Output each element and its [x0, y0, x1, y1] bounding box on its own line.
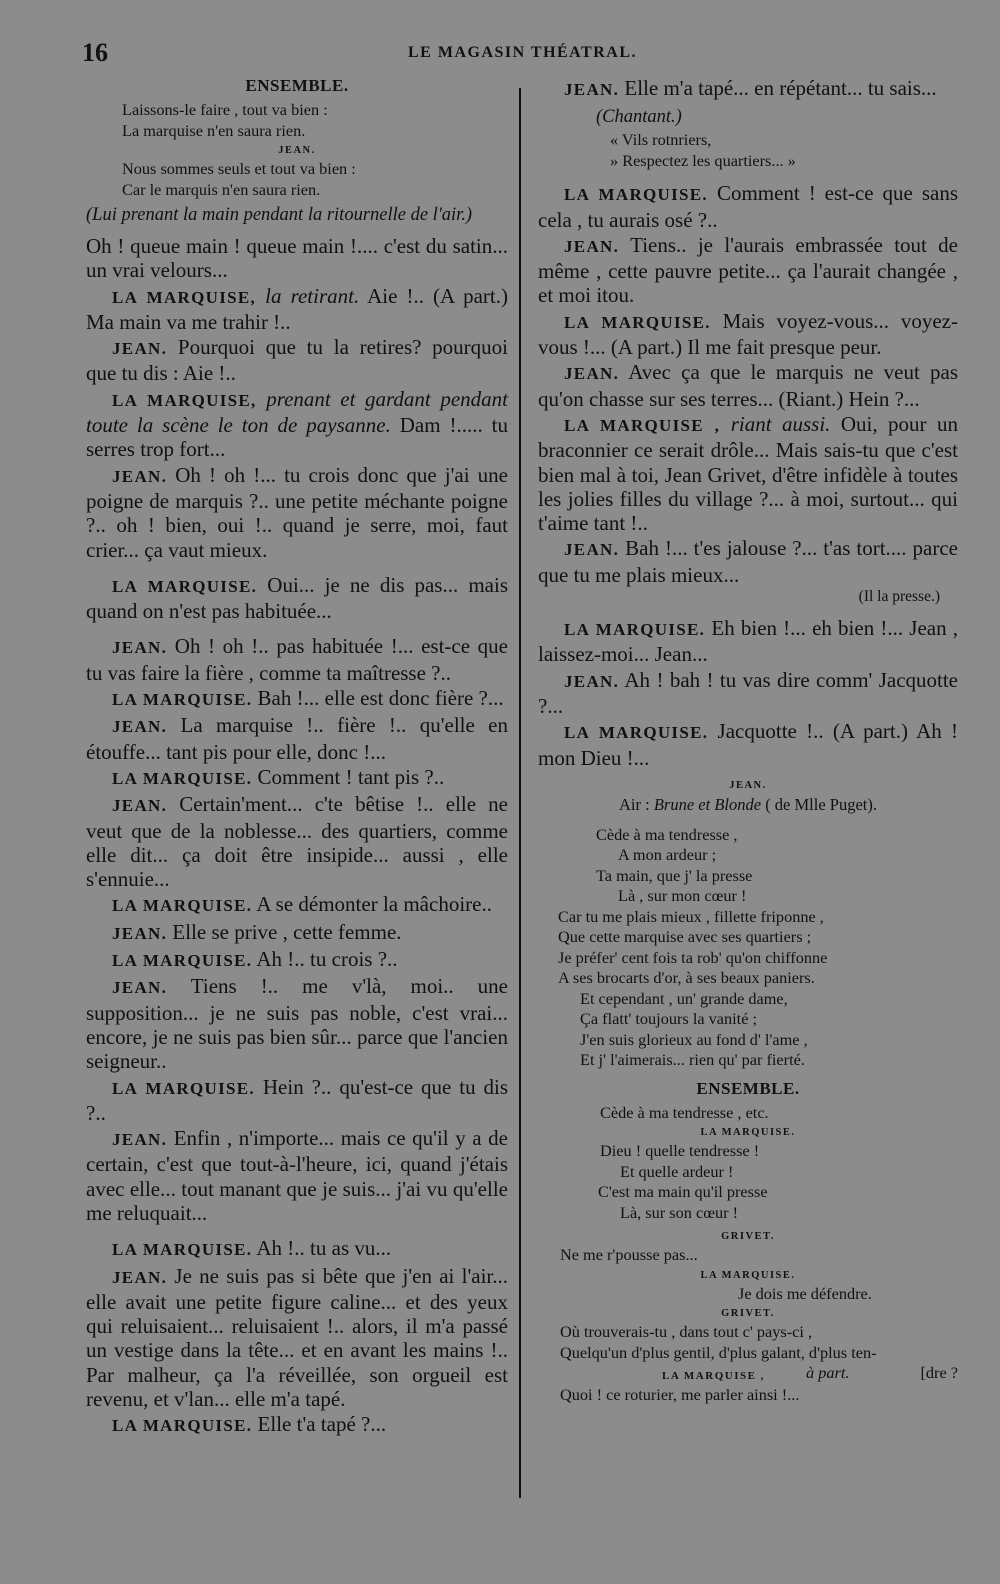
speech-text: Elle se prive , cette femme.: [172, 919, 402, 944]
speech-text: Tiens.. je l'aurais embrassée tout de même , cette pauvre petite... ça l'aurait changée , et moi itou.: [538, 232, 959, 308]
dialogue-line: [86, 634, 508, 685]
verse-line: Je dois me défendre.: [738, 1283, 872, 1303]
speaker-name: JEAN.: [112, 923, 168, 943]
speech-text: Mais voyez-vous... voyez-vous !... (A part.) Il me fait presque peur.: [538, 308, 958, 360]
air-line: [538, 795, 958, 815]
speech-text: Avec ça que le marquis ne veut pas qu'on chasse sur ses terres... (Riant.) Hein ?...: [538, 360, 958, 411]
speech-text: Bah !... elle est donc fière ?...: [257, 686, 504, 711]
speech-text: Jacquotte !.. (A part.) Ah ! mon Dieu !...: [538, 719, 958, 770]
jean-heading: JEAN.: [729, 779, 767, 791]
dialogue-line: [538, 76, 958, 102]
speech-text: Tiens !.. me v'là, moi.. une supposition... je ne suis pas noble, c'est vrai... encore, je ne suis pas bien sûr... parce que l'ancien seigneur..: [86, 974, 508, 1074]
stage-direction: (Lui prenant la main pendant la ritournelle de l'air.): [86, 205, 473, 225]
speaker-name: LA MARQUISE.: [112, 1416, 253, 1436]
verse-line: Quelqu'un d'plus gentil, d'plus galant, d'plus ten-: [560, 1342, 877, 1362]
dialogue-line: [86, 284, 508, 335]
stage-direction: la retirant.: [265, 283, 360, 308]
speech-text: Eh bien !... eh bien !... Jean , laissez-moi... Jean...: [538, 616, 959, 667]
speech-text: Je ne suis pas si bête que j'en ai l'air... elle avait une petite figure caline... et des yeux qui reluisaient... reluisaient !.. alors, il m'a passé un vestige dans la tête... et en avant les mains !.. Par malheur, ça l'a réveillée, son orgueil est revenu, et v'lan... elle m'a tapé.: [86, 1263, 508, 1412]
verse-line: Cède à ma tendresse , etc.: [600, 1102, 769, 1122]
speaker-name: LA MARQUISE.: [112, 951, 253, 971]
speech-text: Aie !.. (A part.) Ma main va me trahir !..: [86, 283, 509, 334]
song-verse: [538, 1141, 958, 1223]
dialogue-line: [538, 233, 958, 308]
stage-direction: prenant et gardant pendant toute la scène le ton de paysanne.: [86, 386, 508, 438]
air-suffix: ( de Mlle Puget).: [765, 794, 877, 814]
verse-line: Cède à ma tendresse ,: [596, 824, 738, 844]
dialogue-line: [86, 1264, 508, 1412]
verse-line: J'en suis glorieux au fond d' l'ame ,: [580, 1029, 808, 1049]
verse-line: Là, sur son cœur !: [620, 1202, 739, 1222]
verse-line: Où trouverais-tu , dans tout c' pays-ci ,: [560, 1322, 813, 1342]
speaker-name: LA MARQUISE.: [112, 896, 253, 916]
verse-line: Ne me r'pousse pas...: [560, 1245, 698, 1265]
verse-line: A ses brocarts d'or, à ses beaux paniers.: [558, 968, 815, 988]
verse-line: Et quelle ardeur !: [620, 1161, 734, 1181]
dialogue-line: [538, 309, 958, 360]
speaker-name: LA MARQUISE ,: [662, 1370, 765, 1383]
speech-text: Oui, pour un braconnier ce serait drôle... Mais sais-tu que c'est bien mal à toi, Jean Grivet, d'être infidèle à toutes les jolies filles du village ?... à moi, surtout... qui t'aime tant !..: [538, 411, 958, 536]
jean-heading: JEAN.: [278, 145, 316, 156]
verse-line: Je préfer' cent fois ta rob' qu'on chiffonne: [558, 947, 828, 967]
speech-text: A se démonter la mâchoire..: [256, 892, 492, 917]
ensemble-heading: ENSEMBLE.: [245, 76, 349, 95]
aside-line: [538, 1363, 958, 1383]
stage-direction: (Chantant.): [596, 107, 682, 128]
dialogue-line: [538, 536, 958, 587]
speech-text: Pourquoi que tu la retires? pourquoi que tu dis : Aie !..: [86, 335, 508, 386]
speech-text: Comment ! est-ce que sans cela , tu aurais osé ?..: [538, 181, 958, 232]
speech-text: Comment ! tant pis ?..: [257, 764, 445, 789]
speaker-name: JEAN.: [112, 1267, 168, 1287]
dialogue-line: [86, 920, 508, 946]
speech-text: Oh ! oh !.. pas habituée !... est-ce que tu vas faire la fière , comme ta maîtresse ?..: [86, 634, 509, 685]
speaker-name: JEAN.: [564, 671, 620, 691]
speech-text: Hein ?.. qu'est-ce que tu dis ?..: [86, 1074, 508, 1125]
dialogue-line: [86, 234, 508, 283]
verse-line: A mon ardeur ;: [618, 845, 717, 865]
jean-verse: [122, 159, 508, 200]
ensemble-heading: ENSEMBLE.: [696, 1078, 800, 1098]
page-number: 16: [82, 38, 108, 67]
speaker-name: JEAN.: [112, 466, 168, 486]
speaker-name: LA MARQUISE.: [564, 312, 711, 332]
dialogue-line: [86, 765, 508, 791]
speech-text: Oui... je ne dis pas... mais quand on n'est pas habituée...: [86, 572, 508, 624]
speaker-name: LA MARQUISE,: [112, 390, 257, 410]
dialogue-line: [538, 360, 958, 411]
dialogue-line: [538, 412, 958, 535]
speaker-name: JEAN.: [564, 540, 620, 560]
dialogue-line: [86, 1075, 508, 1126]
dialogue-line: [86, 974, 508, 1073]
air-title: Brune et Blonde: [653, 794, 762, 814]
dialogue-line: [538, 181, 958, 232]
stage-direction: riant aussi.: [730, 411, 831, 436]
grivet-heading: GRIVET.: [721, 1231, 775, 1243]
left-column: [86, 76, 508, 1440]
stage-direction: à part.: [806, 1363, 850, 1383]
speech-text: Dam !..... tu serres trop fort...: [86, 413, 508, 462]
speaker-name: LA MARQUISE.: [112, 690, 253, 710]
verse-line: Et cependant , un' grande dame,: [580, 988, 788, 1008]
running-title: LE MAGASIN THÉATRAL.: [408, 44, 637, 61]
speech-text: La marquise !.. fière !.. qu'elle en étouffe... tant pis pour elle, donc !...: [86, 713, 508, 764]
dialogue-line: [538, 719, 958, 770]
song-verse: [538, 1322, 958, 1363]
stage-direction: (Il la presse.): [858, 588, 940, 606]
speech-text: Ah !.. tu as vu...: [256, 1236, 392, 1261]
right-column: [538, 76, 958, 1406]
verse-line: » Respectez les quartiers... »: [610, 150, 796, 170]
speech-text: Certain'ment... c'te bêtise !.. elle ne veut que de la noblesse... des quartiers, comme elle dit... ça doit être insipide... aussi , elle s'ennuie...: [86, 792, 509, 892]
bracket-continuation: [dre ?: [920, 1363, 958, 1383]
air-prefix: Air :: [619, 794, 650, 814]
speech-text: Oh ! oh !... tu crois donc que j'ai une poigne de marquis ?.. une petite méchante poigne ?.. oh ! bien, oui !.. quand je serre, moi, faut crier... ça vaut mieux.: [86, 462, 509, 562]
speech-text: Oh ! queue main ! queue main !.... c'est du satin... un vrai velours...: [86, 234, 508, 283]
dialogue-line: [538, 668, 958, 719]
speaker-name: JEAN.: [564, 236, 620, 256]
dialogue-line: [86, 713, 508, 764]
speaker-name: LA MARQUISE.: [564, 185, 708, 205]
song-verse: [538, 825, 958, 1071]
speech-text: Elle t'a tapé ?...: [257, 1412, 387, 1437]
speaker-name: JEAN.: [564, 364, 620, 384]
dialogue-line: [538, 616, 958, 667]
speech-text: Bah !... t'es jalouse ?... t'as tort.... parce que tu me plais mieux...: [538, 536, 958, 587]
column-divider: [519, 88, 521, 1498]
verse-line: Car tu me plais mieux , fillette friponne ,: [558, 906, 824, 926]
dialogue-line: [86, 463, 508, 562]
verse-line: Ta main, que j' la presse: [596, 865, 753, 885]
speaker-name: JEAN.: [112, 796, 168, 816]
verse-line: Laissons-le faire , tout va bien :: [122, 100, 328, 119]
verse-line: « Vils rotnriers,: [610, 130, 712, 150]
dialogue-line: [86, 387, 508, 462]
speaker-name: LA MARQUISE.: [564, 723, 709, 743]
verse-line: Ça flatt' toujours la vanité ;: [580, 1009, 758, 1029]
speaker-name: LA MARQUISE.: [112, 1078, 255, 1098]
marquise-heading: LA MARQUISE.: [700, 1127, 796, 1139]
ensemble-verse: [122, 100, 508, 141]
dialogue-line: [86, 335, 508, 386]
speaker-name: LA MARQUISE,: [112, 287, 257, 307]
speaker-name: JEAN.: [112, 339, 168, 359]
speaker-name: JEAN.: [112, 978, 168, 998]
running-header: [0, 38, 1000, 68]
speech-text: Ah !.. tu crois ?..: [256, 947, 398, 972]
verse-line: Dieu ! quelle tendresse !: [600, 1141, 760, 1161]
speaker-name: LA MARQUISE.: [112, 1240, 253, 1260]
speaker-name: JEAN.: [112, 1130, 168, 1150]
dialogue-line: [86, 1236, 508, 1262]
verse-line: Car le marquis n'en saura rien.: [122, 179, 321, 199]
verse-line: C'est ma main qu'il presse: [598, 1182, 768, 1202]
speaker-name: LA MARQUISE.: [564, 620, 706, 640]
speaker-name: LA MARQUISE.: [112, 576, 258, 596]
speech-text: Ah ! bah ! tu vas dire comm' Jacquotte ?...: [538, 667, 958, 718]
verse-line: Et j' l'aimerais... rien qu' par fierté.: [580, 1050, 805, 1070]
speaker-name: LA MARQUISE ,: [564, 415, 721, 435]
speaker-name: LA MARQUISE.: [112, 768, 253, 788]
verse-line: Là , sur mon cœur !: [618, 886, 747, 906]
speech-text: Elle m'a tapé... en répétant... tu sais...: [624, 76, 937, 100]
verse-line: La marquise n'en saura rien.: [122, 120, 306, 140]
speaker-name: JEAN.: [112, 717, 168, 737]
dialogue-line: [86, 573, 508, 624]
speech-text: Enfin , n'importe... mais ce qu'il y a de certain, c'est que tout-à-l'heure, ici, quand j'étais avec elle... tout manant que je suis... j'ai vu qu'elle me reluquait...: [86, 1126, 508, 1225]
verse-line: Quoi ! ce roturier, me parler ainsi !...: [560, 1385, 800, 1405]
dialogue-line: [86, 686, 508, 712]
dialogue-line: [86, 1126, 508, 1225]
dialogue-line: [86, 947, 508, 973]
grivet-heading: GRIVET.: [721, 1308, 775, 1320]
marquise-heading: LA MARQUISE.: [700, 1269, 796, 1281]
dialogue-line: [86, 892, 508, 918]
speaker-name: JEAN.: [564, 80, 620, 99]
dialogue-line: [86, 1412, 508, 1438]
verse-line: Nous sommes seuls et tout va bien :: [122, 159, 356, 178]
song-quote: [610, 130, 958, 171]
verse-line: Que cette marquise avec ses quartiers ;: [558, 927, 812, 947]
speaker-name: JEAN.: [112, 638, 168, 658]
dialogue-line: [86, 792, 508, 891]
